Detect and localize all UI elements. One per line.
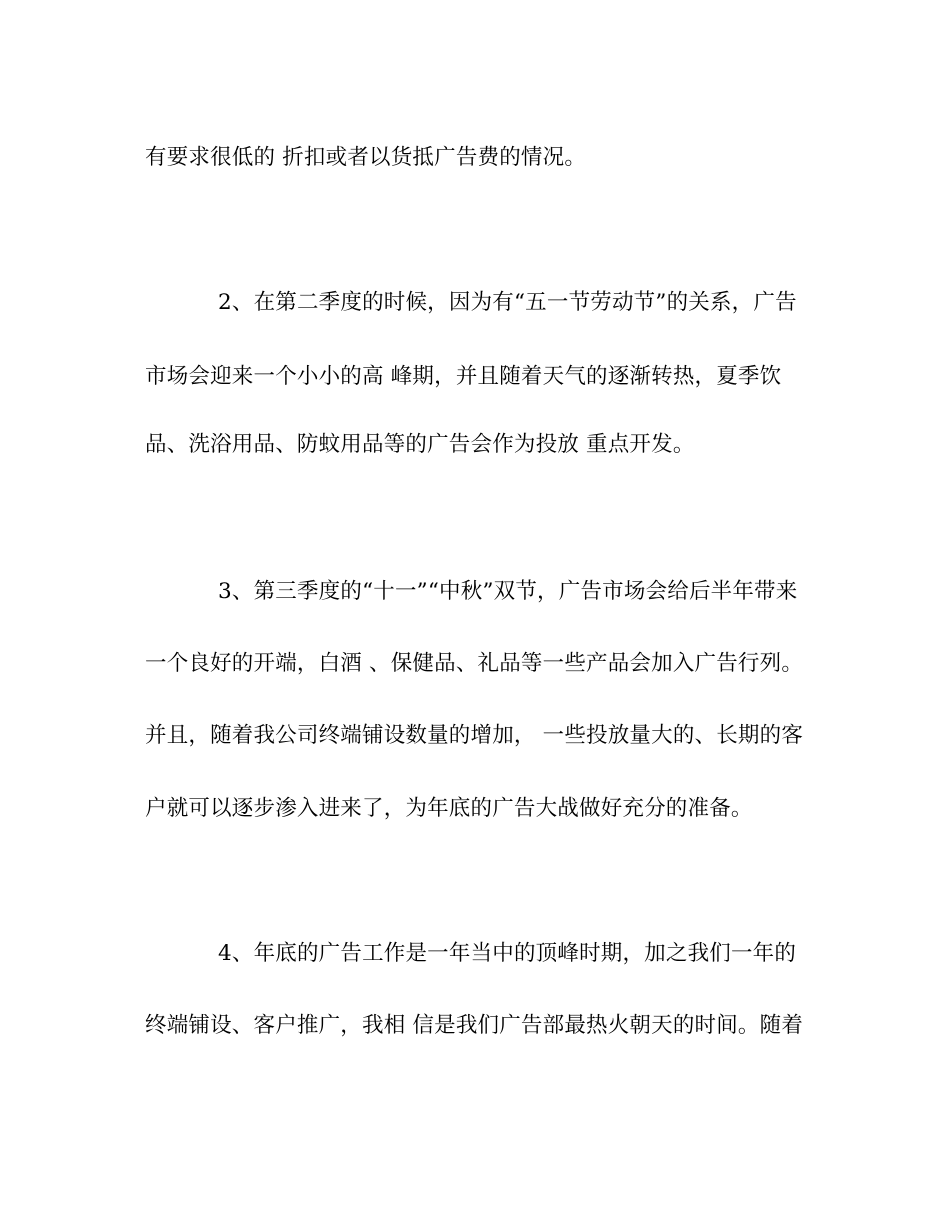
- paragraph-3-line-2: 一个良好的开端，白酒 、保健品、礼品等一些产品会加入广告行列。: [145, 651, 804, 676]
- paragraph-4-line-1: 4、年底的广告工作是一年当中的顶峰时期，加之我们一年的: [218, 941, 797, 966]
- paragraph-2-line-3: 品、洗浴用品、防蚊用品等的广告会作为投放 重点开发。: [145, 432, 695, 457]
- paragraph-3-line-1: 3、第三季度的“十一”“中秋”双节，广告市场会给后半年带来: [218, 579, 798, 604]
- paragraph-2-line-1: 2、在第二季度的时候，因为有“五一节劳动节”的关系，广告: [218, 290, 797, 315]
- paragraph-2-line-2: 市场会迎来一个小小的高 峰期，并且随着天气的逐渐转热，夏季饮: [145, 364, 782, 389]
- paragraph-3-line-4: 户就可以逐步渗入进来了，为年底的广告大战做好充分的准备。: [145, 796, 753, 821]
- paragraph-3-line-3: 并且，随着我公司终端铺设数量的增加， 一些投放量大的、长期的客: [145, 723, 804, 748]
- paragraph-1-line-1: 有要求很低的 折扣或者以货抵广告费的情况。: [145, 145, 587, 170]
- paragraph-4-line-2: 终端铺设、客户推广，我相 信是我们广告部最热火朝天的时间。随着: [145, 1013, 804, 1038]
